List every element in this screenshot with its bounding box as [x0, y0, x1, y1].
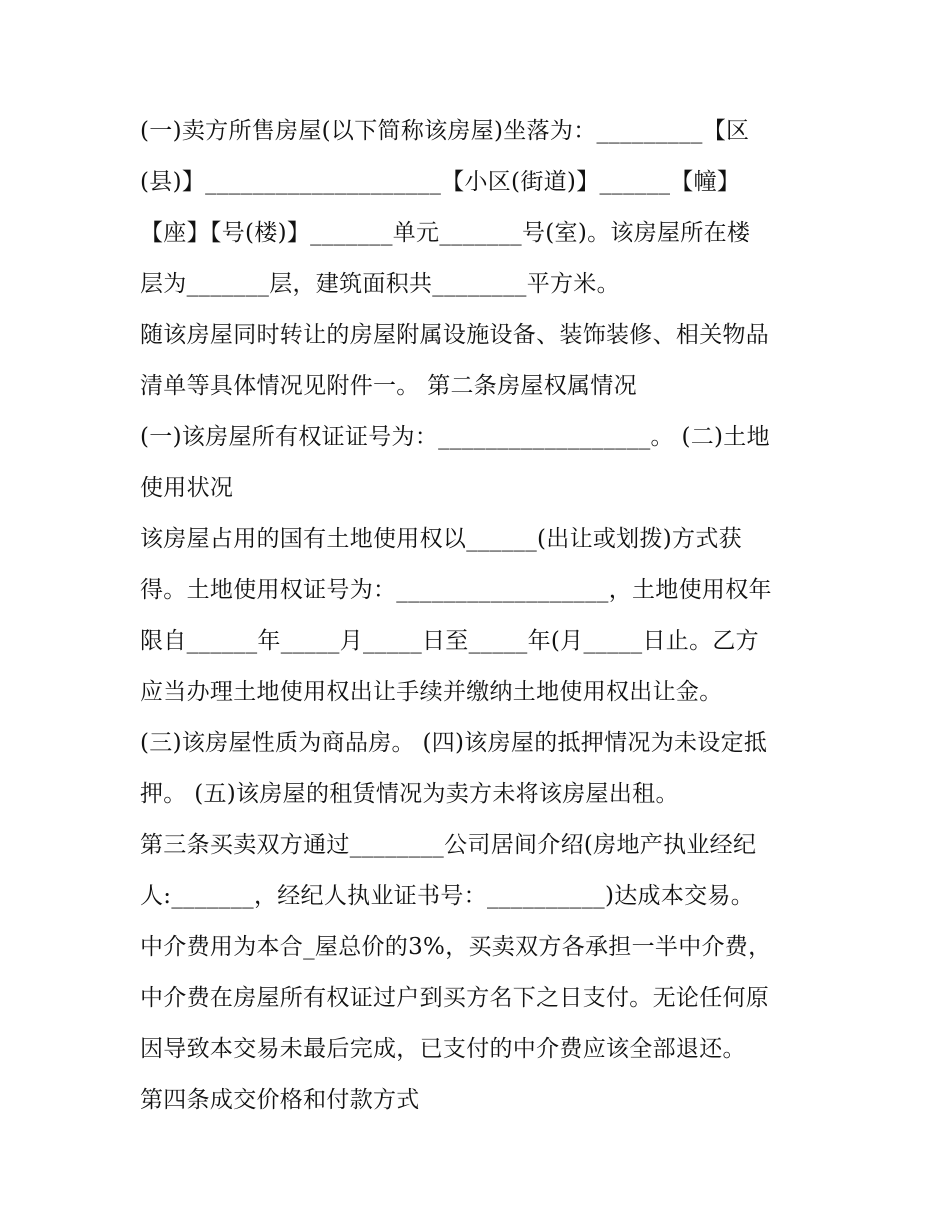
text-line: 第四条成交价格和付款方式 [140, 1087, 420, 1113]
text-line: 层为_______层，建筑面积共________平方米。 [140, 271, 620, 297]
text-line: 【座】【号(楼)】_______单元_______号(室)。该房屋所在楼 [140, 220, 751, 246]
text-line: 人:_______，经纪人执业证书号：__________)达成本交易。 [140, 883, 755, 909]
text-line: 随该房屋同时转让的房屋附属设施设备、装饰装修、相关物品 [140, 322, 770, 348]
text-line: 押。 (五)该房屋的租赁情况为卖方未将该房屋出租。 [140, 781, 679, 807]
text-line: 应当办理土地使用权出让手续并缴纳土地使用权出让金。 [140, 679, 723, 705]
text-line: 使用状况 [140, 475, 234, 501]
text-line: 限自______年_____月_____日至_____年(月_____日止。乙方 [140, 628, 759, 654]
text-line: (一)该房屋所有权证证号为：__________________。 (二)土地 [140, 424, 770, 450]
text-line: 中介费用为本合_屋总价的3%，买卖双方各承担一半中介费， [140, 934, 772, 960]
text-line: 清单等具体情况见附件一。 第二条房屋权属情况 [140, 373, 637, 399]
text-line: 得。土地使用权证号为：__________________，土地使用权年 [140, 577, 772, 603]
text-line: 该房屋占用的国有土地使用权以______(出让或划拨)方式获 [140, 526, 742, 552]
text-line: (县)】____________________【小区(街道)】______【幢】 [140, 169, 741, 195]
document-body [140, 106, 820, 1126]
text-line: (三)该房屋性质为商品房。 (四)该房屋的抵押情况为未设定抵 [140, 730, 768, 756]
text-line: (一)卖方所售房屋(以下简称该房屋)坐落为：_________【区 [140, 118, 750, 144]
text-line: 中介费在房屋所有权证过户到买方名下之日支付。无论任何原 [140, 985, 770, 1011]
text-line: 第三条买卖双方通过________公司居间介绍(房地产执业经纪 [140, 832, 757, 858]
text-line: 因导致本交易未最后完成，已支付的中介费应该全部退还。 [140, 1036, 746, 1062]
